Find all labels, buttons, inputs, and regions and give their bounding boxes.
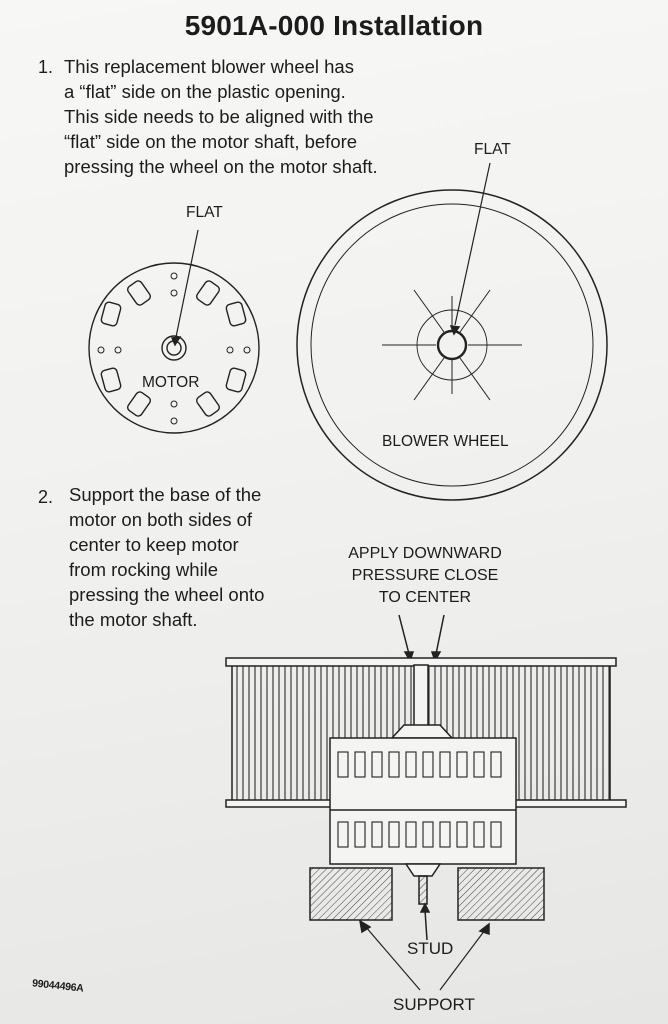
- step-2-line: Support the base of the: [69, 484, 262, 505]
- step-2-line: motor on both sides of: [69, 509, 253, 530]
- wheel-spokes: [382, 290, 522, 400]
- motor-holes: [98, 273, 250, 424]
- step-1-line: pressing the wheel on the motor shaft.: [64, 156, 378, 177]
- stud: [419, 876, 427, 904]
- step-1-line: “flat” side on the motor shaft, before: [64, 131, 358, 152]
- part-number: 99044496A: [31, 977, 85, 995]
- step-1-line: a “flat” side on the plastic opening.: [64, 81, 346, 102]
- step-2-line: center to keep motor: [69, 534, 239, 555]
- blower-wheel-label: BLOWER WHEEL: [382, 433, 509, 450]
- step-2-line: from rocking while: [69, 559, 219, 580]
- pressure-label-line: PRESSURE CLOSE: [351, 567, 499, 584]
- motor-top-view: [89, 230, 259, 433]
- motor-vent-slots: [100, 279, 246, 417]
- pressure-label-line: TO CENTER: [378, 589, 472, 606]
- page-title: 5901A-000 Installation: [184, 10, 484, 41]
- step-2-line: the motor shaft.: [69, 609, 198, 630]
- step-2-line: pressing the wheel onto: [69, 584, 265, 605]
- step-2-number: 2.: [38, 487, 54, 507]
- stud-label: STUD: [407, 939, 454, 958]
- step-1-line: This side needs to be aligned with the: [64, 106, 374, 127]
- flat-label-motor: FLAT: [186, 204, 223, 221]
- support-right: [458, 868, 544, 920]
- step-1-number: 1.: [38, 57, 54, 77]
- pressure-label: [330, 543, 520, 609]
- motor-label: MOTOR: [142, 374, 200, 391]
- pressure-label-line: APPLY DOWNWARD: [348, 545, 502, 562]
- support-label: SUPPORT: [393, 995, 475, 1014]
- flat-label-wheel: FLAT: [474, 141, 511, 158]
- step-1-line: This replacement blower wheel has: [64, 56, 354, 77]
- support-left: [310, 868, 392, 920]
- side-view-assembly: [226, 615, 626, 990]
